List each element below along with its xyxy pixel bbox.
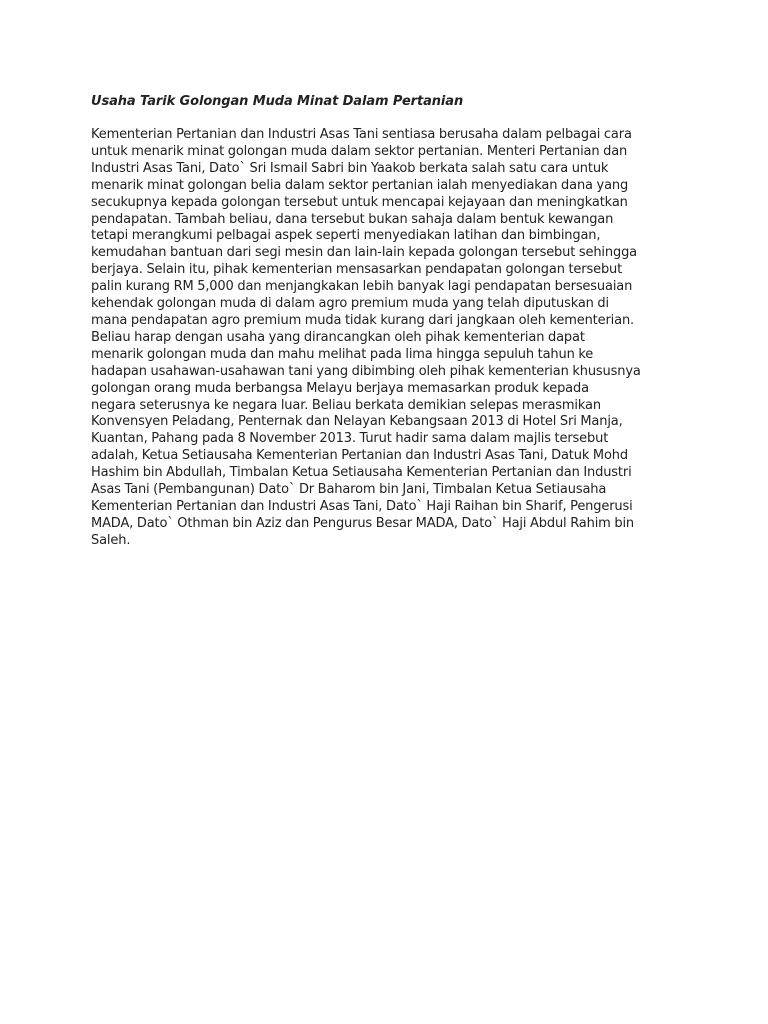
paragraph-line: negara seterusnya ke negara luar. Beliau berkata demikian selepas merasmikan <box>91 397 601 413</box>
paragraph-line: Industri Asas Tani, Dato` Sri Ismail Sabri bin Yaakob berkata salah satu cara untuk <box>91 160 609 176</box>
paragraph-line: adalah, Ketua Setiausaha Kementerian Pertanian dan Industri Asas Tani, Datuk Mohd <box>91 448 628 464</box>
paragraph-line: Beliau harap dengan usaha yang dirancangkan oleh pihak kementerian dapat <box>91 329 585 345</box>
paragraph-line: Kementerian Pertanian dan Industri Asas Tani sentiasa berusaha dalam pelbagai cara <box>91 127 632 142</box>
paragraph-line: untuk menarik minat golongan muda dalam sektor pertanian. Menteri Pertanian dan <box>91 143 628 159</box>
paragraph-line: kemudahan bantuan dari segi mesin dan lain-lain kepada golongan tersebut sehingga <box>91 245 638 261</box>
document-title: Usaha Tarik Golongan Muda Minat Dalam Pertanian <box>91 94 464 109</box>
paragraph-line: golongan orang muda berbangsa Melayu berjaya memasarkan produk kepada <box>91 380 589 396</box>
paragraph-line: Hashim bin Abdullah, Timbalan Ketua Setiausaha Kementerian Pertanian dan Industri <box>91 465 632 481</box>
paragraph-line: berjaya. Selain itu, pihak kementerian mensasarkan pendapatan golongan tersebut <box>91 262 623 278</box>
paragraph-line: palin kurang RM 5,000 dan menjangkakan lebih banyak lagi pendapatan bersesuaian <box>91 279 633 295</box>
body-paragraph <box>91 127 691 550</box>
paragraph-line: Konvensyen Peladang, Penternak dan Nelayan Kebangsaan 2013 di Hotel Sri Manja, <box>91 414 623 430</box>
paragraph-line: Saleh. <box>91 532 131 548</box>
paragraph-line: Asas Tani (Pembangunan) Dato` Dr Baharom bin Jani, Timbalan Ketua Setiausaha <box>91 482 607 498</box>
paragraph-line: hadapan usahawan-usahawan tani yang dibimbing oleh pihak kementerian khususnya <box>91 363 641 379</box>
paragraph-line: pendapatan. Tambah beliau, dana tersebut bukan sahaja dalam bentuk kewangan <box>91 211 614 227</box>
paragraph-line: menarik golongan muda dan mahu melihat pada lima hingga sepuluh tahun ke <box>91 346 594 362</box>
paragraph-line: Kementerian Pertanian dan Industri Asas Tani, Dato` Haji Raihan bin Sharif, Pengerusi <box>91 498 633 514</box>
paragraph-line: Kuantan, Pahang pada 8 November 2013. Turut hadir sama dalam majlis tersebut <box>91 431 609 447</box>
paragraph-line: MADA, Dato` Othman bin Aziz dan Pengurus Besar MADA, Dato` Haji Abdul Rahim bin <box>91 515 635 531</box>
paragraph-line: kehendak golongan muda di dalam agro premium muda yang telah diputuskan di <box>91 296 609 312</box>
paragraph-line: secukupnya kepada golongan tersebut untuk mencapai kejayaan dan meningkatkan <box>91 194 628 210</box>
paragraph-line: mana pendapatan agro premium muda tidak kurang dari jangkaan oleh kementerian. <box>91 312 635 328</box>
paragraph-line: tetapi merangkumi pelbagai aspek seperti menyediakan latihan dan bimbingan, <box>91 228 601 244</box>
paragraph-line: menarik minat golongan belia dalam sektor pertanian ialah menyediakan dana yang <box>91 177 629 193</box>
